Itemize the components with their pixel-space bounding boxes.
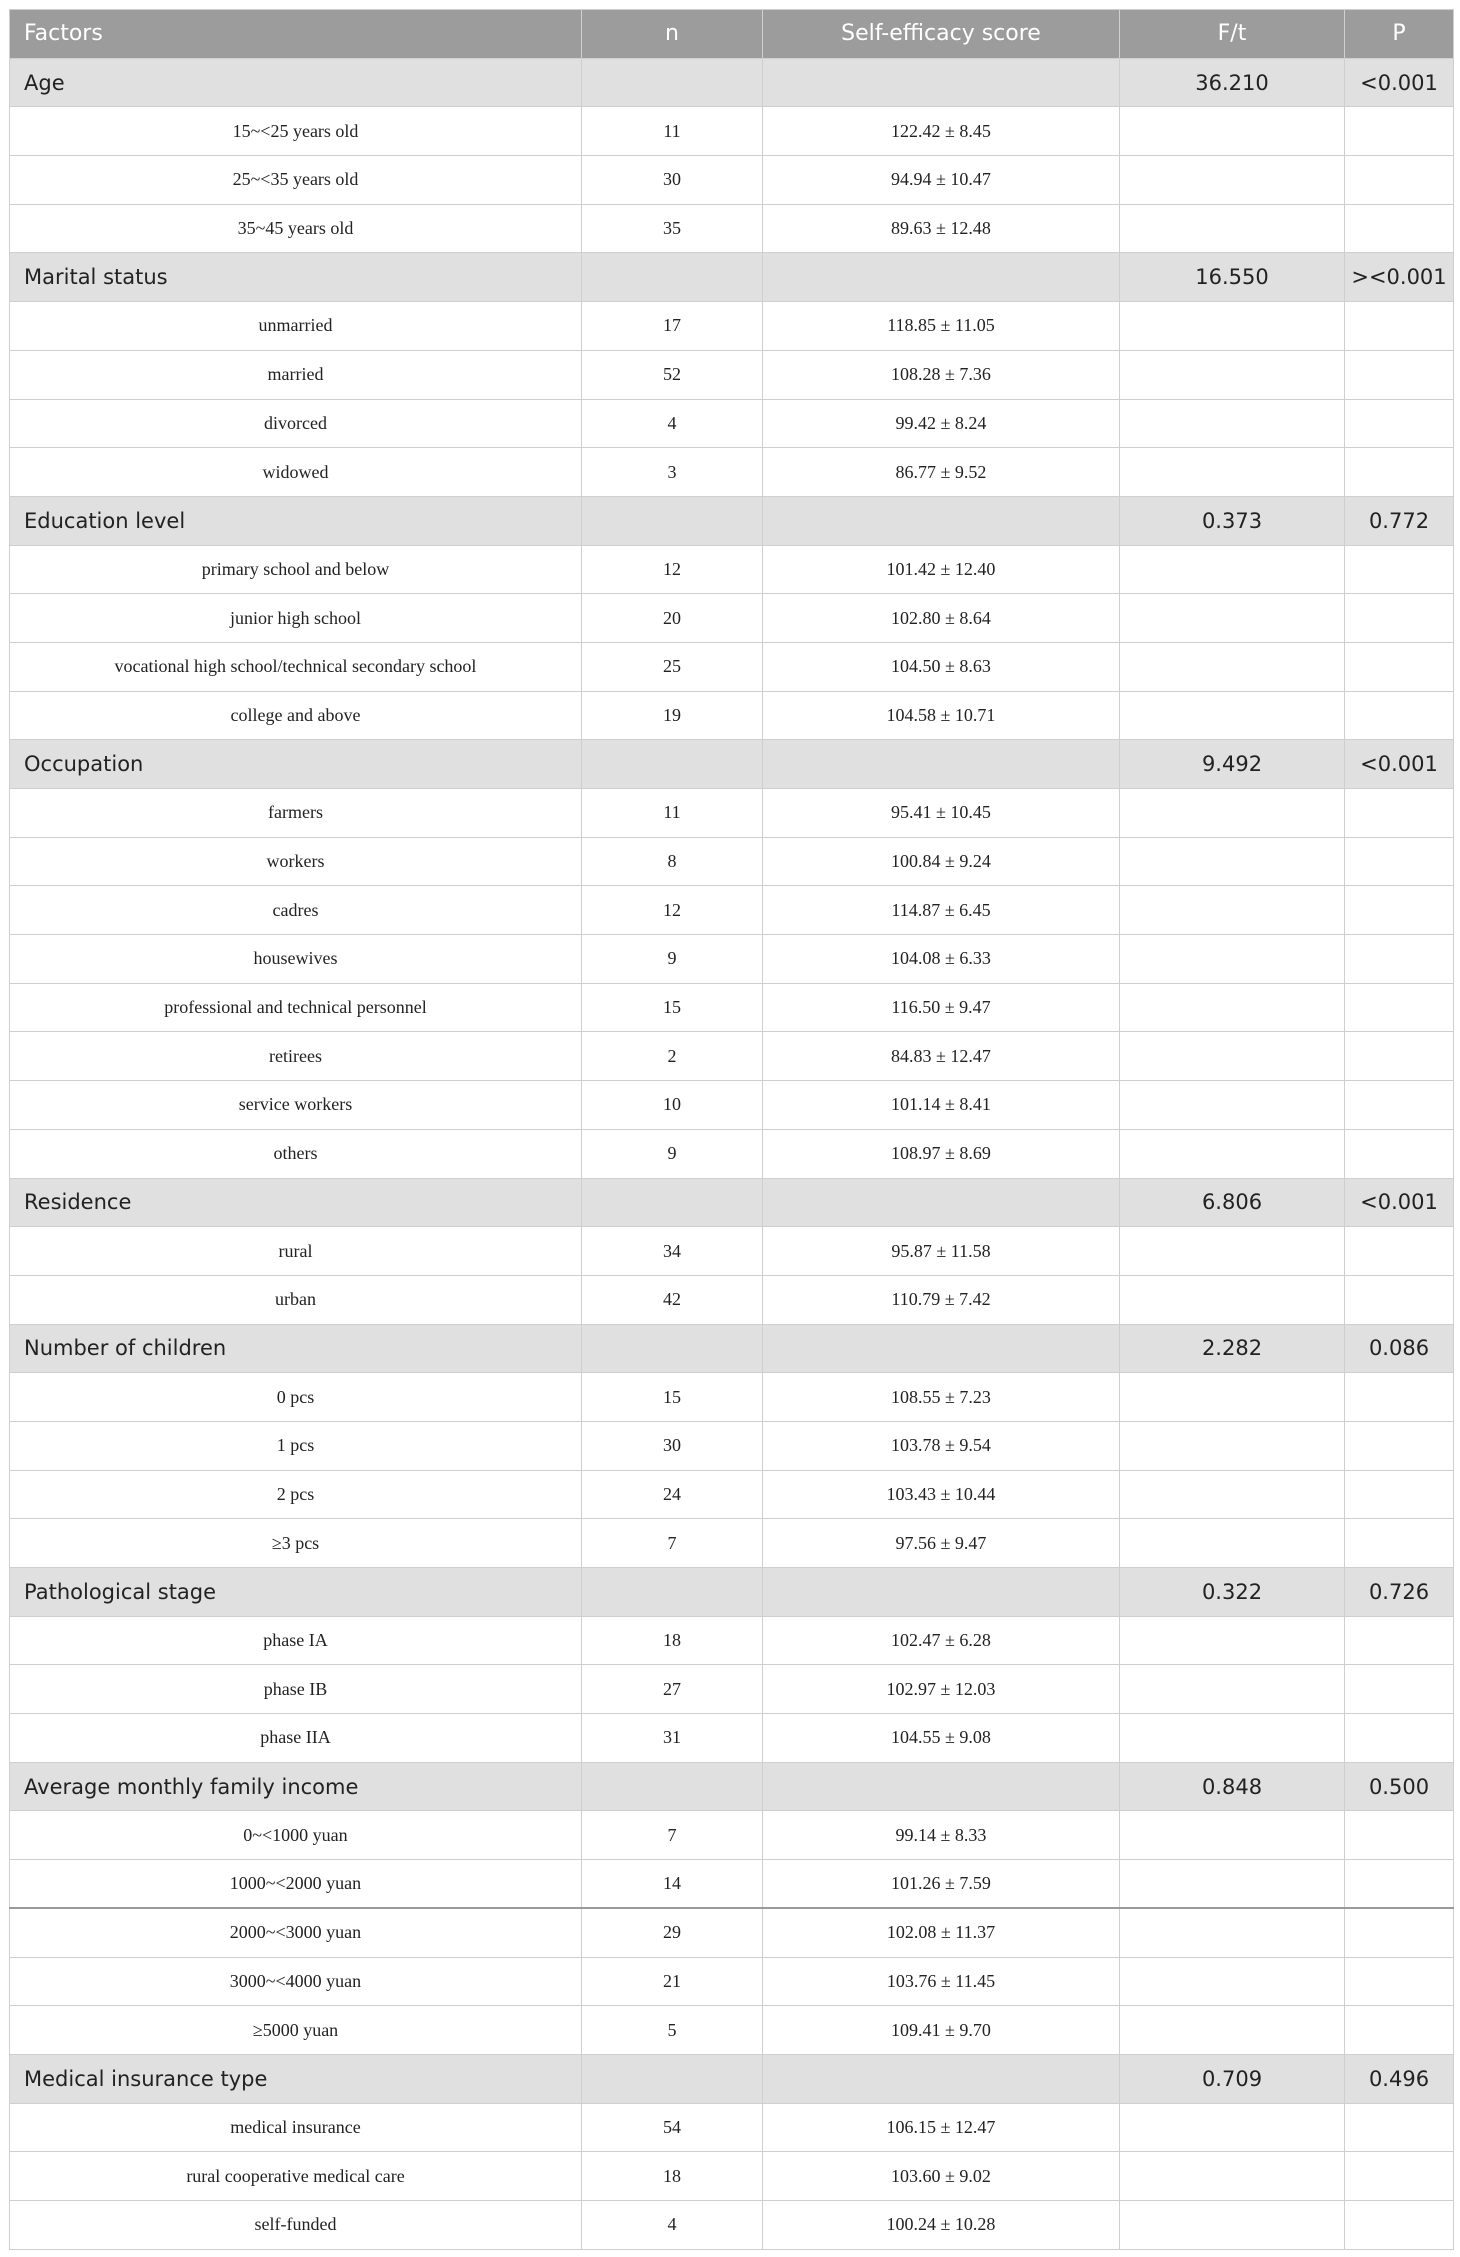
row-f-empty	[1120, 2152, 1345, 2201]
row-n: 4	[582, 399, 763, 448]
group-f-value: 16.550	[1120, 253, 1345, 302]
header-p: P	[1345, 10, 1454, 59]
row-label: unmarried	[10, 302, 582, 351]
row-f-empty	[1120, 350, 1345, 399]
table-row	[10, 837, 1454, 886]
row-p-empty	[1345, 1470, 1454, 1519]
table-row	[10, 2103, 1454, 2152]
row-n: 17	[582, 302, 763, 351]
row-label: married	[10, 350, 582, 399]
row-p-empty	[1345, 1373, 1454, 1422]
row-f-empty	[1120, 2200, 1345, 2249]
group-p-value: ><0.001	[1345, 253, 1454, 302]
row-score: 95.41 ± 10.45	[763, 789, 1120, 838]
row-score: 122.42 ± 8.45	[763, 107, 1120, 156]
table-row	[10, 1714, 1454, 1763]
row-f-empty	[1120, 1908, 1345, 1957]
row-f-empty	[1120, 594, 1345, 643]
row-score: 89.63 ± 12.48	[763, 204, 1120, 253]
group-p-value: 0.500	[1345, 1762, 1454, 1811]
row-f-empty	[1120, 1519, 1345, 1568]
row-label: widowed	[10, 448, 582, 497]
group-f-value: 0.848	[1120, 1762, 1345, 1811]
table-row	[10, 1373, 1454, 1422]
header-ft: F/t	[1120, 10, 1345, 59]
group-p-value: 0.772	[1345, 496, 1454, 545]
row-n: 10	[582, 1081, 763, 1130]
row-n: 19	[582, 691, 763, 740]
table-row	[10, 107, 1454, 156]
row-p-empty	[1345, 448, 1454, 497]
header-row	[10, 10, 1454, 59]
row-p-empty	[1345, 156, 1454, 205]
row-label: professional and technical personnel	[10, 983, 582, 1032]
row-f-empty	[1120, 1616, 1345, 1665]
row-p-empty	[1345, 1665, 1454, 1714]
self-efficacy-table	[9, 9, 1454, 2250]
row-p-empty	[1345, 399, 1454, 448]
row-score: 102.08 ± 11.37	[763, 1908, 1120, 1957]
row-score: 109.41 ± 9.70	[763, 2006, 1120, 2055]
row-score: 103.76 ± 11.45	[763, 1957, 1120, 2006]
row-p-empty	[1345, 1227, 1454, 1276]
row-f-empty	[1120, 2103, 1345, 2152]
row-score: 108.55 ± 7.23	[763, 1373, 1120, 1422]
group-n-cell	[582, 740, 763, 789]
table-row	[10, 886, 1454, 935]
row-n: 4	[582, 2200, 763, 2249]
row-label: others	[10, 1129, 582, 1178]
table-row	[10, 350, 1454, 399]
row-score: 116.50 ± 9.47	[763, 983, 1120, 1032]
row-label: 25~<35 years old	[10, 156, 582, 205]
row-f-empty	[1120, 1129, 1345, 1178]
row-score: 101.42 ± 12.40	[763, 545, 1120, 594]
row-score: 100.24 ± 10.28	[763, 2200, 1120, 2249]
table-row	[10, 1275, 1454, 1324]
row-score: 101.14 ± 8.41	[763, 1081, 1120, 1130]
row-p-empty	[1345, 2152, 1454, 2201]
row-n: 18	[582, 1616, 763, 1665]
row-f-empty	[1120, 789, 1345, 838]
table-row	[10, 1081, 1454, 1130]
row-score: 104.58 ± 10.71	[763, 691, 1120, 740]
group-row	[10, 1762, 1454, 1811]
group-label: Occupation	[10, 740, 582, 789]
row-score: 99.42 ± 8.24	[763, 399, 1120, 448]
row-label: ≥3 pcs	[10, 1519, 582, 1568]
row-f-empty	[1120, 545, 1345, 594]
group-p-value: <0.001	[1345, 58, 1454, 107]
row-f-empty	[1120, 1081, 1345, 1130]
row-label: junior high school	[10, 594, 582, 643]
row-p-empty	[1345, 691, 1454, 740]
row-label: 15~<25 years old	[10, 107, 582, 156]
group-n-cell	[582, 58, 763, 107]
table-row	[10, 1616, 1454, 1665]
row-label: workers	[10, 837, 582, 886]
row-n: 34	[582, 1227, 763, 1276]
row-label: rural cooperative medical care	[10, 2152, 582, 2201]
group-score-cell	[763, 58, 1120, 107]
row-score: 86.77 ± 9.52	[763, 448, 1120, 497]
row-p-empty	[1345, 107, 1454, 156]
row-score: 104.55 ± 9.08	[763, 1714, 1120, 1763]
table-row	[10, 1908, 1454, 1957]
table-row	[10, 545, 1454, 594]
row-p-empty	[1345, 1032, 1454, 1081]
table-row	[10, 448, 1454, 497]
row-score: 102.80 ± 8.64	[763, 594, 1120, 643]
group-label: Marital status	[10, 253, 582, 302]
group-n-cell	[582, 496, 763, 545]
group-score-cell	[763, 496, 1120, 545]
row-label: 35~45 years old	[10, 204, 582, 253]
row-score: 99.14 ± 8.33	[763, 1811, 1120, 1860]
row-n: 54	[582, 2103, 763, 2152]
table-row	[10, 1227, 1454, 1276]
row-n: 14	[582, 1860, 763, 1909]
row-p-empty	[1345, 1811, 1454, 1860]
row-n: 27	[582, 1665, 763, 1714]
row-n: 9	[582, 1129, 763, 1178]
row-p-empty	[1345, 594, 1454, 643]
row-label: divorced	[10, 399, 582, 448]
row-n: 9	[582, 935, 763, 984]
row-score: 104.08 ± 6.33	[763, 935, 1120, 984]
row-p-empty	[1345, 1908, 1454, 1957]
group-p-value: <0.001	[1345, 740, 1454, 789]
row-p-empty	[1345, 350, 1454, 399]
group-n-cell	[582, 1178, 763, 1227]
row-f-empty	[1120, 1811, 1345, 1860]
row-label: college and above	[10, 691, 582, 740]
row-f-empty	[1120, 107, 1345, 156]
row-label: service workers	[10, 1081, 582, 1130]
row-n: 15	[582, 1373, 763, 1422]
row-n: 18	[582, 2152, 763, 2201]
row-p-empty	[1345, 1616, 1454, 1665]
table-row	[10, 642, 1454, 691]
row-score: 100.84 ± 9.24	[763, 837, 1120, 886]
group-row	[10, 1324, 1454, 1373]
row-n: 42	[582, 1275, 763, 1324]
group-score-cell	[763, 1568, 1120, 1617]
row-score: 95.87 ± 11.58	[763, 1227, 1120, 1276]
row-p-empty	[1345, 1957, 1454, 2006]
row-p-empty	[1345, 545, 1454, 594]
row-score: 104.50 ± 8.63	[763, 642, 1120, 691]
row-n: 29	[582, 1908, 763, 1957]
row-label: 0 pcs	[10, 1373, 582, 1422]
group-p-value: <0.001	[1345, 1178, 1454, 1227]
row-p-empty	[1345, 1860, 1454, 1909]
table-row	[10, 1470, 1454, 1519]
row-f-empty	[1120, 1227, 1345, 1276]
row-label: 2 pcs	[10, 1470, 582, 1519]
row-f-empty	[1120, 642, 1345, 691]
row-f-empty	[1120, 837, 1345, 886]
row-n: 21	[582, 1957, 763, 2006]
row-p-empty	[1345, 1081, 1454, 1130]
row-score: 97.56 ± 9.47	[763, 1519, 1120, 1568]
row-p-empty	[1345, 2200, 1454, 2249]
row-f-empty	[1120, 156, 1345, 205]
row-score: 118.85 ± 11.05	[763, 302, 1120, 351]
group-n-cell	[582, 253, 763, 302]
row-n: 3	[582, 448, 763, 497]
row-label: 3000~<4000 yuan	[10, 1957, 582, 2006]
row-n: 52	[582, 350, 763, 399]
group-row	[10, 496, 1454, 545]
row-n: 30	[582, 1421, 763, 1470]
row-n: 11	[582, 789, 763, 838]
row-label: housewives	[10, 935, 582, 984]
row-f-empty	[1120, 935, 1345, 984]
row-label: 0~<1000 yuan	[10, 1811, 582, 1860]
group-p-value: 0.726	[1345, 1568, 1454, 1617]
table-row	[10, 204, 1454, 253]
header-n: n	[582, 10, 763, 59]
group-label: Education level	[10, 496, 582, 545]
row-f-empty	[1120, 1860, 1345, 1909]
row-label: vocational high school/technical secondary school	[10, 642, 582, 691]
row-score: 108.97 ± 8.69	[763, 1129, 1120, 1178]
row-p-empty	[1345, 983, 1454, 1032]
row-p-empty	[1345, 2006, 1454, 2055]
group-n-cell	[582, 1324, 763, 1373]
group-f-value: 9.492	[1120, 740, 1345, 789]
group-row	[10, 253, 1454, 302]
group-n-cell	[582, 1762, 763, 1811]
table-row	[10, 1811, 1454, 1860]
table-row	[10, 156, 1454, 205]
row-label: urban	[10, 1275, 582, 1324]
row-p-empty	[1345, 935, 1454, 984]
table-row	[10, 2152, 1454, 2201]
row-label: farmers	[10, 789, 582, 838]
table-row	[10, 935, 1454, 984]
row-score: 114.87 ± 6.45	[763, 886, 1120, 935]
row-score: 94.94 ± 10.47	[763, 156, 1120, 205]
group-row	[10, 1178, 1454, 1227]
row-f-empty	[1120, 448, 1345, 497]
row-f-empty	[1120, 983, 1345, 1032]
row-n: 20	[582, 594, 763, 643]
group-row	[10, 2054, 1454, 2103]
row-p-empty	[1345, 1421, 1454, 1470]
header-factors: Factors	[10, 10, 582, 59]
table-row	[10, 1957, 1454, 2006]
row-p-empty	[1345, 2103, 1454, 2152]
group-label: Age	[10, 58, 582, 107]
row-label: phase IA	[10, 1616, 582, 1665]
row-f-empty	[1120, 2006, 1345, 2055]
row-n: 2	[582, 1032, 763, 1081]
group-n-cell	[582, 1568, 763, 1617]
row-f-empty	[1120, 1665, 1345, 1714]
group-score-cell	[763, 1178, 1120, 1227]
group-p-value: 0.496	[1345, 2054, 1454, 2103]
row-n: 7	[582, 1519, 763, 1568]
row-f-empty	[1120, 886, 1345, 935]
group-f-value: 36.210	[1120, 58, 1345, 107]
row-label: 1 pcs	[10, 1421, 582, 1470]
row-p-empty	[1345, 1275, 1454, 1324]
row-n: 5	[582, 2006, 763, 2055]
row-n: 35	[582, 204, 763, 253]
row-label: phase IB	[10, 1665, 582, 1714]
row-f-empty	[1120, 399, 1345, 448]
row-label: cadres	[10, 886, 582, 935]
group-label: Average monthly family income	[10, 1762, 582, 1811]
group-label: Number of children	[10, 1324, 582, 1373]
row-score: 84.83 ± 12.47	[763, 1032, 1120, 1081]
row-n: 15	[582, 983, 763, 1032]
row-score: 103.43 ± 10.44	[763, 1470, 1120, 1519]
row-f-empty	[1120, 302, 1345, 351]
group-f-value: 6.806	[1120, 1178, 1345, 1227]
table-row	[10, 1032, 1454, 1081]
row-p-empty	[1345, 1519, 1454, 1568]
row-n: 25	[582, 642, 763, 691]
table-row	[10, 1519, 1454, 1568]
row-label: primary school and below	[10, 545, 582, 594]
row-p-empty	[1345, 204, 1454, 253]
row-n: 11	[582, 107, 763, 156]
table-row	[10, 1421, 1454, 1470]
row-p-empty	[1345, 886, 1454, 935]
row-label: retirees	[10, 1032, 582, 1081]
row-f-empty	[1120, 1470, 1345, 1519]
row-label: 1000~<2000 yuan	[10, 1860, 582, 1909]
row-n: 12	[582, 545, 763, 594]
row-score: 108.28 ± 7.36	[763, 350, 1120, 399]
header-score: Self-efficacy score	[763, 10, 1120, 59]
table-row	[10, 2200, 1454, 2249]
row-f-empty	[1120, 1714, 1345, 1763]
row-f-empty	[1120, 1275, 1345, 1324]
row-score: 103.60 ± 9.02	[763, 2152, 1120, 2201]
group-label: Pathological stage	[10, 1568, 582, 1617]
row-n: 12	[582, 886, 763, 935]
row-f-empty	[1120, 1421, 1345, 1470]
row-f-empty	[1120, 1957, 1345, 2006]
group-label: Residence	[10, 1178, 582, 1227]
table-body	[10, 58, 1454, 2249]
row-score: 106.15 ± 12.47	[763, 2103, 1120, 2152]
group-p-value: 0.086	[1345, 1324, 1454, 1373]
group-f-value: 0.322	[1120, 1568, 1345, 1617]
row-score: 102.47 ± 6.28	[763, 1616, 1120, 1665]
row-n: 8	[582, 837, 763, 886]
row-f-empty	[1120, 204, 1345, 253]
group-row	[10, 58, 1454, 107]
row-score: 103.78 ± 9.54	[763, 1421, 1120, 1470]
row-score: 102.97 ± 12.03	[763, 1665, 1120, 1714]
group-f-value: 0.373	[1120, 496, 1345, 545]
row-score: 110.79 ± 7.42	[763, 1275, 1120, 1324]
table-row	[10, 302, 1454, 351]
group-row	[10, 740, 1454, 789]
table-row	[10, 1129, 1454, 1178]
row-label: ≥5000 yuan	[10, 2006, 582, 2055]
row-p-empty	[1345, 302, 1454, 351]
row-f-empty	[1120, 691, 1345, 740]
row-p-empty	[1345, 1129, 1454, 1178]
group-n-cell	[582, 2054, 763, 2103]
row-label: rural	[10, 1227, 582, 1276]
table-row	[10, 1665, 1454, 1714]
row-label: medical insurance	[10, 2103, 582, 2152]
table-row	[10, 399, 1454, 448]
row-score: 101.26 ± 7.59	[763, 1860, 1120, 1909]
row-f-empty	[1120, 1032, 1345, 1081]
row-f-empty	[1120, 1373, 1345, 1422]
row-label: phase IIA	[10, 1714, 582, 1763]
row-p-empty	[1345, 789, 1454, 838]
table-row	[10, 1860, 1454, 1909]
row-label: self-funded	[10, 2200, 582, 2249]
group-score-cell	[763, 1324, 1120, 1373]
row-n: 7	[582, 1811, 763, 1860]
row-label: 2000~<3000 yuan	[10, 1908, 582, 1957]
row-n: 24	[582, 1470, 763, 1519]
group-score-cell	[763, 2054, 1120, 2103]
group-row	[10, 1568, 1454, 1617]
group-score-cell	[763, 1762, 1120, 1811]
table-row	[10, 594, 1454, 643]
table-row	[10, 691, 1454, 740]
group-f-value: 0.709	[1120, 2054, 1345, 2103]
row-n: 30	[582, 156, 763, 205]
table-row	[10, 2006, 1454, 2055]
row-p-empty	[1345, 642, 1454, 691]
group-f-value: 2.282	[1120, 1324, 1345, 1373]
group-score-cell	[763, 740, 1120, 789]
group-label: Medical insurance type	[10, 2054, 582, 2103]
row-n: 31	[582, 1714, 763, 1763]
row-p-empty	[1345, 1714, 1454, 1763]
row-p-empty	[1345, 837, 1454, 886]
table-row	[10, 789, 1454, 838]
group-score-cell	[763, 253, 1120, 302]
table-row	[10, 983, 1454, 1032]
